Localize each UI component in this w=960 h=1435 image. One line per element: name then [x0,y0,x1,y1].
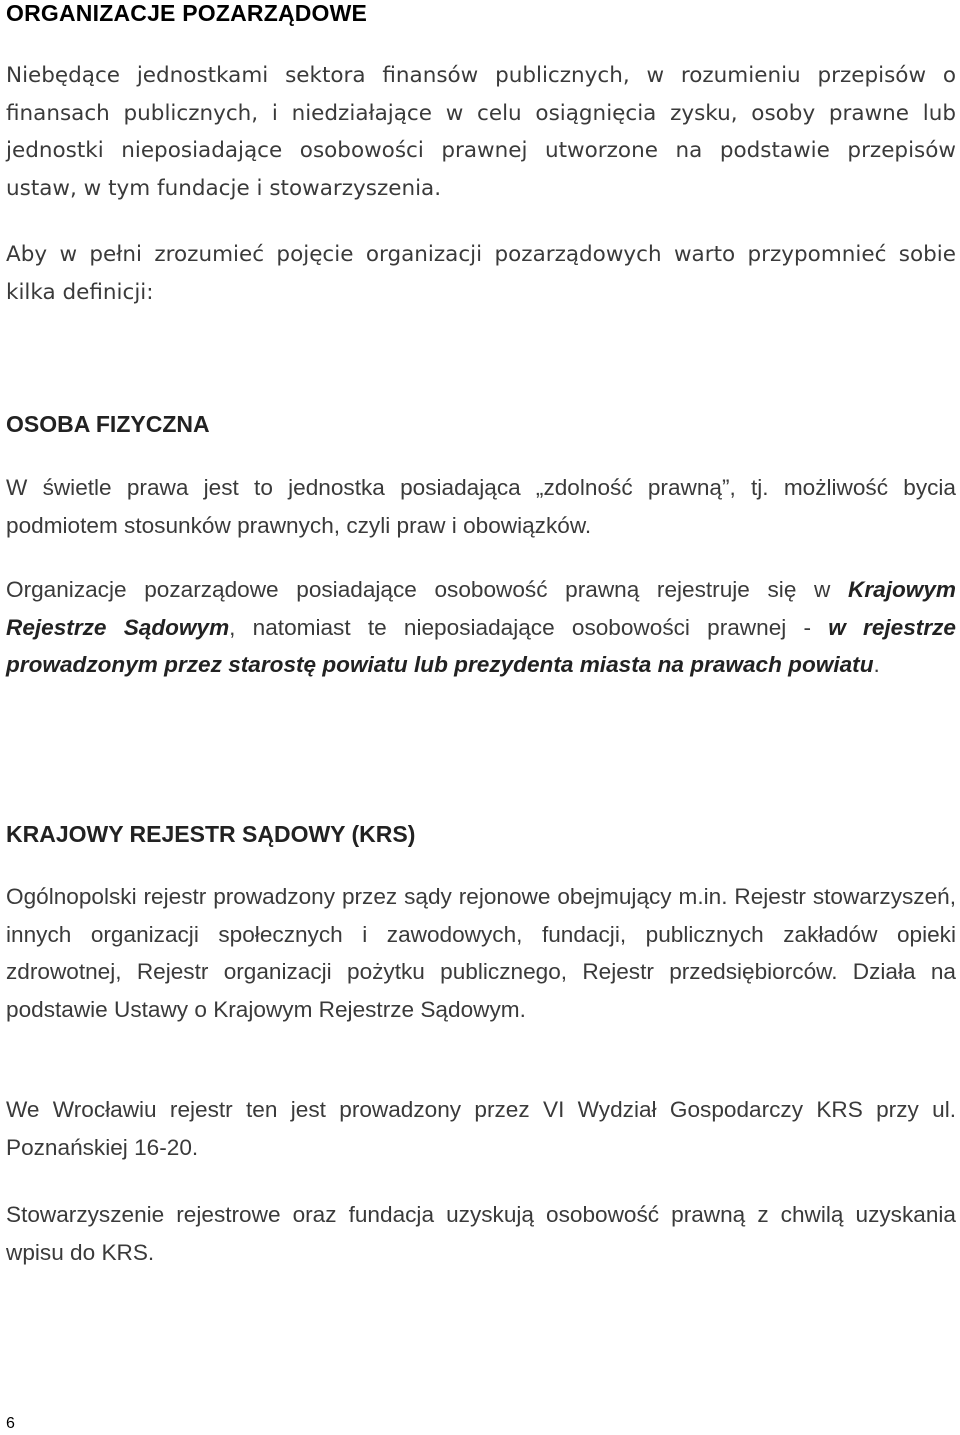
section-title-krs: KRAJOWY REJESTR SĄDOWY (KRS) [6,821,416,847]
registration-paragraph [6,571,956,684]
registration-text-part3: . [873,652,880,678]
intro-paragraph: Niebędące jednostkami sektora finansów publicznych, w rozumieniu przepisów o finansach publicznych, i niedziałające w celu osiągnięcia zysku, osoby prawne lub jednostki nieposiadające osobowości prawnej utworzone na podstawie przepisów ustaw, w tym fundacje i stowarzyszenia. [6,63,956,201]
krs-description-paragraph: Ogólnopolski rejestr prowadzony przez sądy rejonowe obejmujący m.in. Rejestr stowarzyszeń, innych organizacji społecznych i zawodowych, fundacji, publicznych zakładów opieki zdrowotnej, Rejestr organizacji pożytku publicznego, Rejestr przedsiębiorców. Działa na podstawie Ustawy o Krajowym Rejestrze Sądowym. [6,884,956,1022]
legal-personality-paragraph: Stowarzyszenie rejestrowe oraz fundacja uzyskują osobowość prawną z chwilą uzyskania wpisu do KRS. [6,1202,956,1265]
page-number: 6 [6,1415,15,1432]
osoba-fizyczna-definition: W świetle prawa jest to jednostka posiadająca „zdolność prawną”, tj. możliwość bycia podmiotem stosunków prawnych, czyli praw i obowiązków. [6,475,956,538]
krs-emphasis: Krajowym Rejestrze Sądowym [6,577,956,640]
wroclaw-paragraph: We Wrocławiu rejestr ten jest prowadzony przez VI Wydział Gospodarczy KRS przy ul. Poznańskiej 16-20. [6,1097,956,1160]
registration-text-part1: Organizacje pozarządowe posiadające osobowość prawną rejestruje się w [6,577,849,602]
registration-text-part2: , natomiast te nieposiadające osobowości prawnej - [229,614,829,640]
section-title-osoba-fizyczna: OSOBA FIZYCZNA [6,411,210,437]
definitions-intro-paragraph: Aby w pełni zrozumieć pojęcie organizacji pozarządowych warto przypomnieć sobie kilka definicji: [6,242,956,305]
local-register-emphasis: w rejestrze prowadzonym przez starostę powiatu lub prezydenta miasta na prawach powiatu [6,614,956,678]
page-title: ORGANIZACJE POZARZĄDOWE [6,0,368,26]
